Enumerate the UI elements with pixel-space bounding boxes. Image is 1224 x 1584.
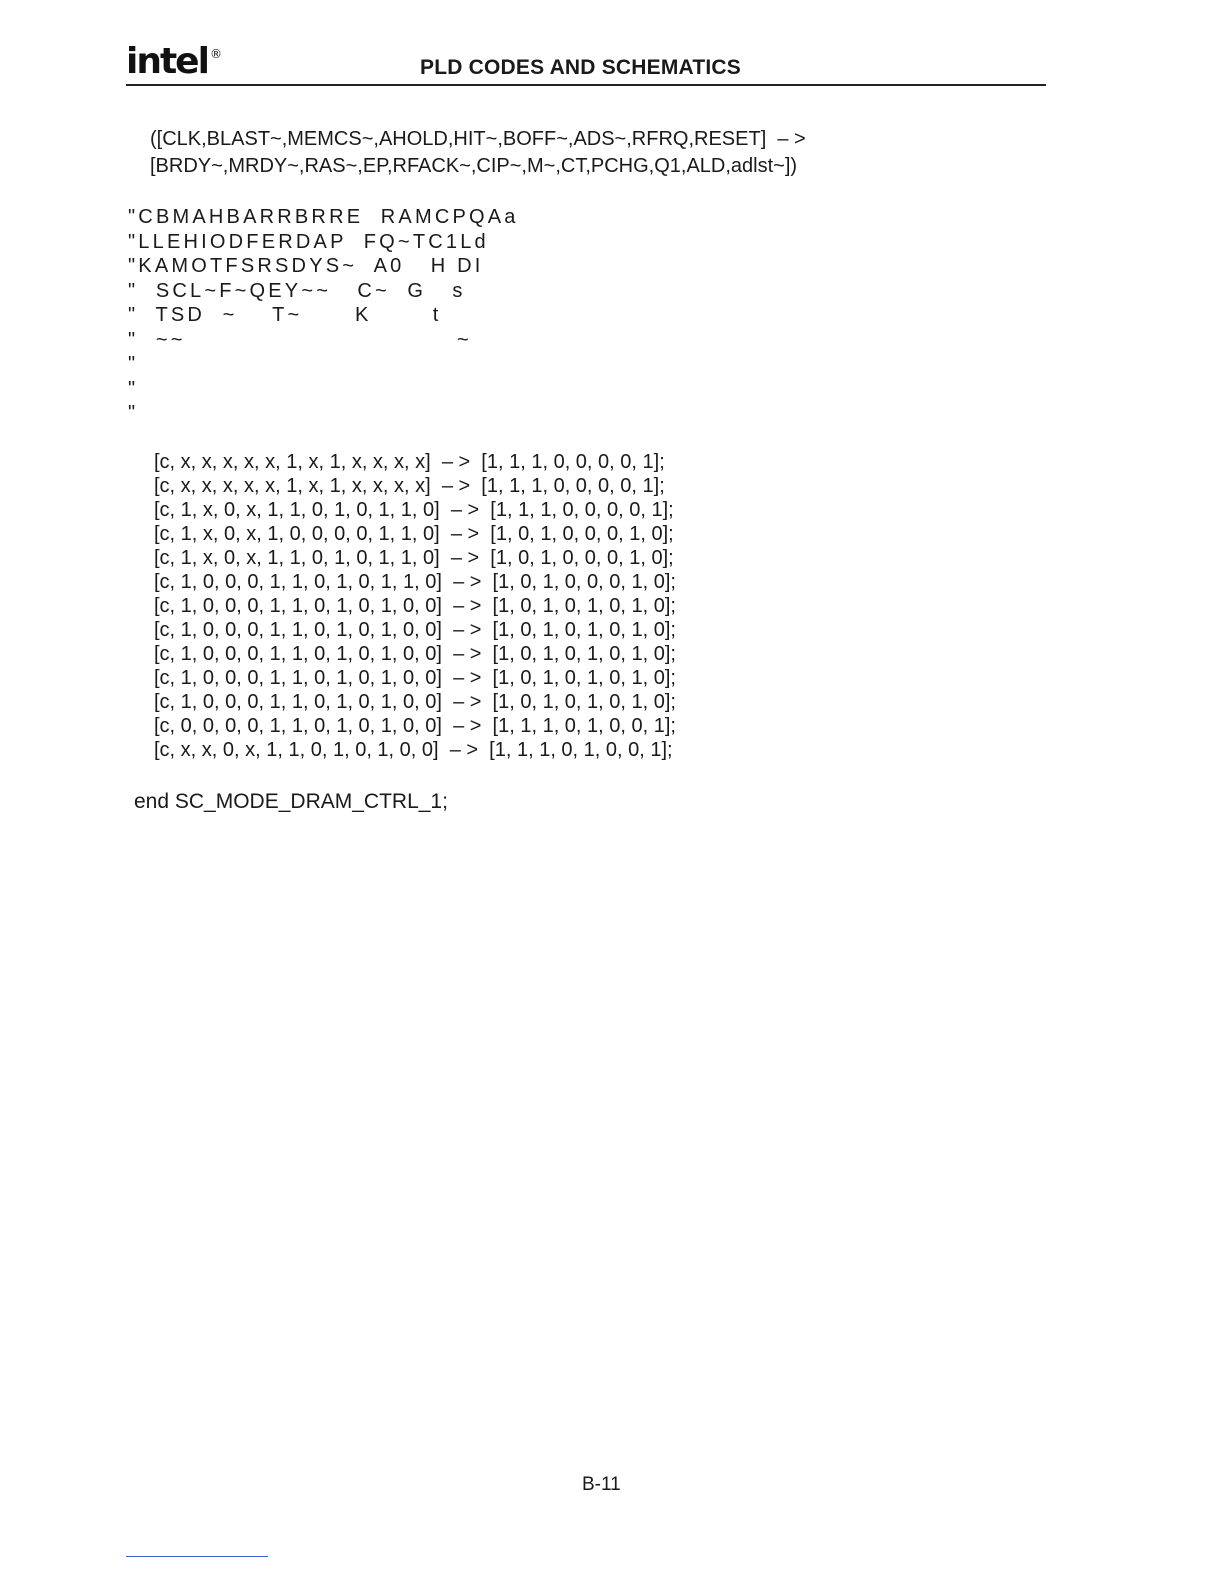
registered-mark: ® — [209, 47, 222, 61]
comment-line: " SCL~F~QEY~~ C~ G s — [128, 279, 466, 302]
truth-table-row: [c, 1, x, 0, x, 1, 1, 0, 1, 0, 1, 1, 0] – > [1, 1, 1, 0, 0, 0, 0, 1]; — [154, 499, 674, 521]
intel-logo — [126, 41, 222, 82]
signature-outputs: [BRDY~,MRDY~,RAS~,EP,RFACK~,CIP~,M~,CT,PCHG,Q1,ALD,adlst~]) — [150, 155, 798, 177]
comment-line: " TSD ~ T~ K t — [128, 304, 442, 326]
truth-table — [154, 450, 676, 762]
column-header-comments — [128, 205, 519, 426]
comment-line: " — [128, 353, 139, 375]
truth-table-row: [c, 1, 0, 0, 0, 1, 1, 0, 1, 0, 1, 0, 0] – > [1, 0, 1, 0, 1, 0, 1, 0]; — [154, 667, 676, 689]
truth-table-row: [c, 0, 0, 0, 0, 1, 1, 0, 1, 0, 1, 0, 0] – > [1, 1, 1, 0, 1, 0, 0, 1]; — [154, 715, 676, 737]
comment-line: " ~~ ~ — [128, 328, 472, 351]
page-number: B-11 — [582, 1474, 621, 1495]
comment-line: "KAMOTFSRSDYS~ A0 H DI — [128, 255, 484, 277]
comment-line: "CBMAHBARRBRRE RAMCPQAa — [128, 206, 519, 228]
truth-table-row: [c, x, x, x, x, x, 1, x, 1, x, x, x, x] – > [1, 1, 1, 0, 0, 0, 0, 1]; — [154, 451, 665, 473]
logo-wordmark: intel — [126, 41, 208, 82]
truth-table-row: [c, x, x, x, x, x, 1, x, 1, x, x, x, x] – > [1, 1, 1, 0, 0, 0, 0, 1]; — [154, 475, 665, 497]
header-rule — [126, 84, 1046, 86]
end-statement: end SC_MODE_DRAM_CTRL_1; — [134, 790, 448, 813]
truth-table-row: [c, 1, x, 0, x, 1, 0, 0, 0, 0, 1, 1, 0] – > [1, 0, 1, 0, 0, 0, 1, 0]; — [154, 523, 674, 545]
comment-line: " — [128, 402, 139, 424]
truth-table-row: [c, x, x, 0, x, 1, 1, 0, 1, 0, 1, 0, 0] – > [1, 1, 1, 0, 1, 0, 0, 1]; — [154, 739, 673, 761]
signature-inputs: ([CLK,BLAST~,MEMCS~,AHOLD,HIT~,BOFF~,ADS~,RFRQ,RESET] – > — [150, 128, 806, 150]
truth-table-row: [c, 1, 0, 0, 0, 1, 1, 0, 1, 0, 1, 0, 0] – > [1, 0, 1, 0, 1, 0, 1, 0]; — [154, 619, 676, 641]
comment-line: " — [128, 377, 139, 400]
truth-table-row: [c, 1, 0, 0, 0, 1, 1, 0, 1, 0, 1, 0, 0] – > [1, 0, 1, 0, 1, 0, 1, 0]; — [154, 643, 676, 665]
truth-table-row: [c, 1, x, 0, x, 1, 1, 0, 1, 0, 1, 1, 0] – > [1, 0, 1, 0, 0, 0, 1, 0]; — [154, 547, 674, 569]
truth-table-signature — [150, 126, 806, 180]
page-header-title: PLD CODES AND SCHEMATICS — [420, 56, 741, 79]
truth-table-row: [c, 1, 0, 0, 0, 1, 1, 0, 1, 0, 1, 0, 0] – > [1, 0, 1, 0, 1, 0, 1, 0]; — [154, 595, 676, 617]
truth-table-row: [c, 1, 0, 0, 0, 1, 1, 0, 1, 0, 1, 1, 0] – > [1, 0, 1, 0, 0, 0, 1, 0]; — [154, 571, 676, 593]
footer-rule — [126, 1556, 268, 1557]
truth-table-row: [c, 1, 0, 0, 0, 1, 1, 0, 1, 0, 1, 0, 0] – > [1, 0, 1, 0, 1, 0, 1, 0]; — [154, 691, 676, 713]
comment-line: "LLEHIODFERDAP FQ~TC1Ld — [128, 230, 489, 253]
